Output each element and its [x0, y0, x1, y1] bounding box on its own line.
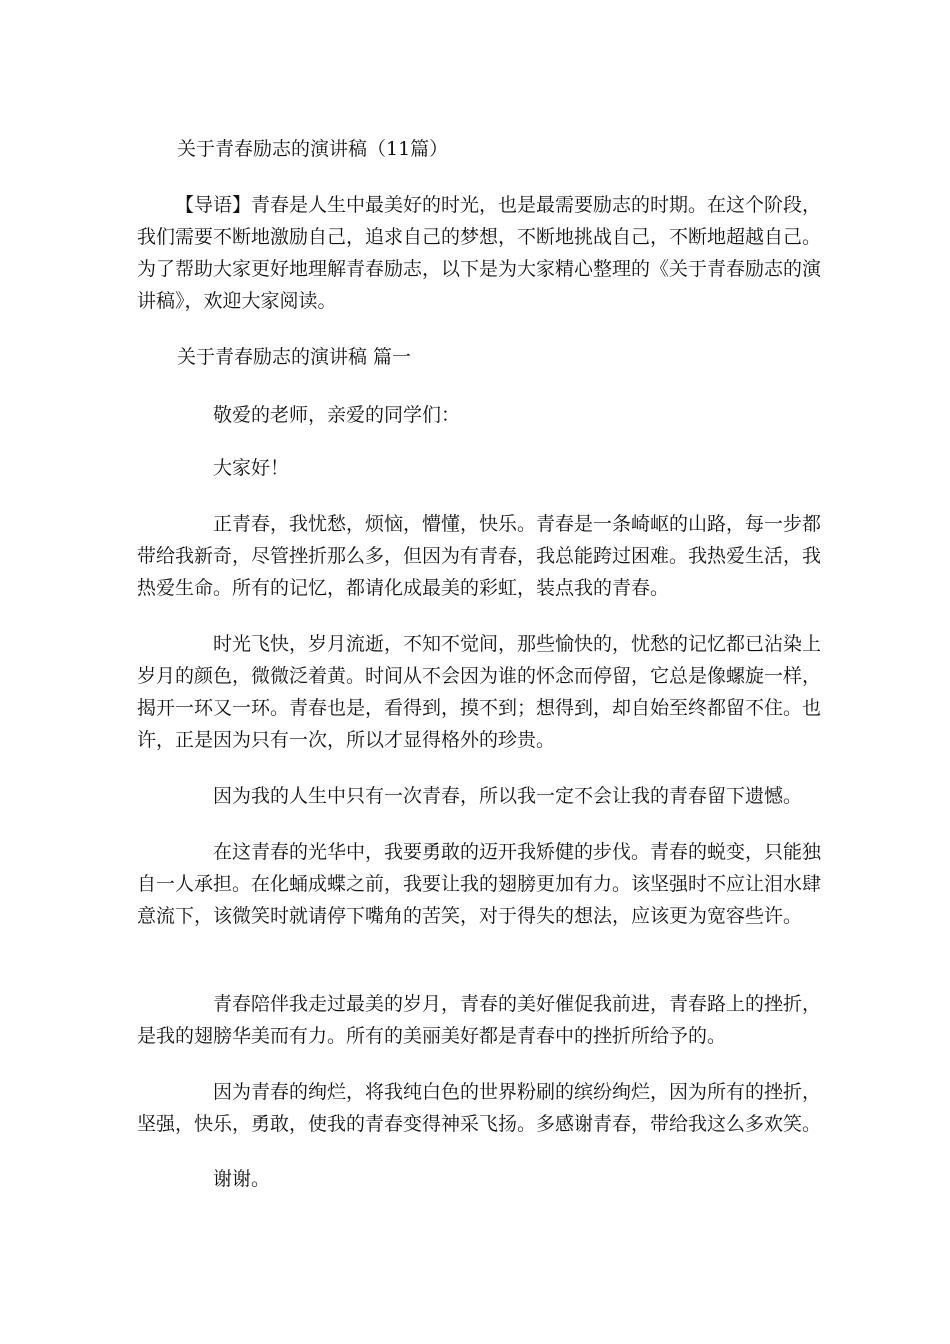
body-paragraph: 在这青春的光华中，我要勇敢的迈开我矫健的步伐。青春的蜕变，只能独自一人承担。在化蛹成蝶之前，我要让我的翅膀更加有力。该坚强时不应让泪水肆意流下，该微笑时就请停下嘴角的苦笑，对于得失的想法，应该更为宽容些许。 [137, 841, 822, 927]
document-title: 关于青春励志的演讲稿（11篇） [177, 138, 449, 160]
closing: 谢谢。 [213, 1168, 271, 1190]
body-paragraph: 青春陪伴我走过最美的岁月，青春的美好催促我前进，青春路上的挫折，是我的翅膀华美而有力。所有的美丽美好都是青春中的挫折所给予的。 [137, 993, 822, 1047]
salutation: 敬爱的老师，亲爱的同学们： [213, 404, 461, 426]
body-paragraph: 因为青春的绚烂，将我纯白色的世界粉刷的缤纷绚烂，因为所有的挫折，坚强，快乐，勇敢，使我的青春变得神采飞扬。多感谢青春，带给我这么多欢笑。 [137, 1081, 822, 1135]
body-paragraph: 因为我的人生中只有一次青春，所以我一定不会让我的青春留下遗憾。 [213, 785, 803, 807]
greeting: 大家好！ [213, 457, 290, 479]
intro-paragraph: 【导语】青春是人生中最美好的时光，也是最需要励志的时期。在这个阶段，我们需要不断地激励自己，追求自己的梦想，不断地挑战自己，不断地超越自己。为了帮助大家更好地理解青春励志，以下是为大家精心整理的《关于青春励志的演讲稿》，欢迎大家阅读。 [137, 194, 822, 312]
body-paragraph: 时光飞快，岁月流逝，不知不觉间，那些愉快的，忧愁的记忆都已沾染上岁月的颜色，微微泛着黄。时间从不会因为谁的怀念而停留，它总是像螺旋一样，揭开一环又一环。青春也是，看得到，摸不到；想得到，却自始至终都留不住。也许，正是因为只有一次，所以才显得格外的珍贵。 [137, 633, 822, 751]
body-paragraph: 正青春，我忧愁，烦恼，懵懂，快乐。青春是一条崎岖的山路，每一步都带给我新奇，尽管挫折那么多，但因为有青春，我总能跨过困难。我热爱生活，我热爱生命。所有的记忆，都请化成最美的彩虹，装点我的青春。 [137, 513, 822, 599]
section-heading: 关于青春励志的演讲稿 篇一 [177, 346, 412, 368]
